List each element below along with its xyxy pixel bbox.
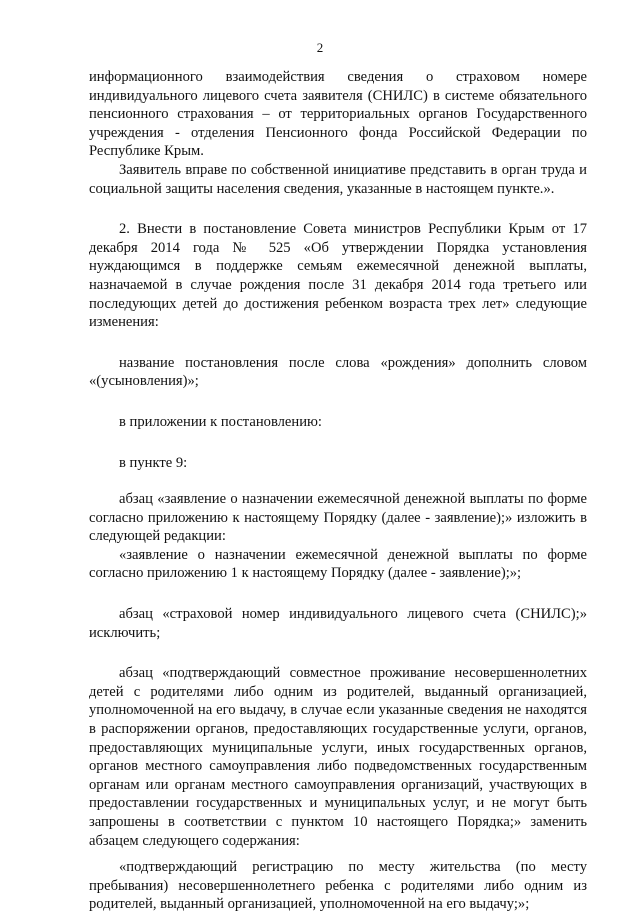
paragraph-continuation: информационного взаимодействия сведения о страховом номере индивидуального лицевого счета заявителя (СНИЛС) в системе обязательного пенсионного страхования – от территориальных органов Государственного учреждения - отделения Пенсионного фонда Российской Федерации по Республике Крым. <box>89 69 587 160</box>
paragraph-new-application-form: «заявление о назначении ежемесячной денежной выплаты по форме согласно приложению 1 к настоящему Порядку (далее - заявление);»; <box>89 546 587 582</box>
document-body <box>89 68 587 914</box>
paragraph-cohabitation-replacement: абзац «подтверждающий совместное проживание несовершеннолетних детей с родителями либо одним из родителей, выданный организацией, уполномоченной на его выдачу, в случае если указанные сведения не находятся в распоряжении органов, предоставляющих государственные услуги, органов, предоставляющих муниципальные услуги, иных государственных органов, органов местного самоуправления либо подведомственных государственным органам или органам местного самоуправления организаций, участвующих в предоставлении государственных и муниципальных услуг, и не могут быть запрошены в соответствии с пунктом 10 настоящего Порядка;» заменить абзацем следующего содержания: <box>89 665 587 849</box>
paragraph-item-2: 2. Внести в постановление Совета министров Республики Крым от 17 декабря 2014 года № 525 «Об утверждении Порядка установления нуждающимся в поддержке семьям ежемесячной денежной выплаты, назначаемой в случае рождения после 31 декабря 2014 года третьего или последующих детей до достижения ребенком возраста трех лет» следующие изменения: <box>89 221 587 331</box>
paragraph-clause-9: в пункте 9: <box>119 454 188 471</box>
paragraph-snils-removal: абзац «страховой номер индивидуального лицевого счета (СНИЛС);» исключить; <box>89 606 587 641</box>
paragraph-applicant-right: Заявитель вправе по собственной инициативе представить в орган труда и социальной защиты населения сведения, указанные в настоящем пункте.». <box>89 161 587 197</box>
paragraph-registration-document: «подтверждающий регистрацию по месту жительства (по месту пребывания) несовершеннолетнего ребенка с родителями либо одним из родителей, выданный организацией, уполномоченной на его выдачу;»; <box>89 859 587 913</box>
page-number: 2 <box>316 40 324 55</box>
paragraph-annex: в приложении к постановлению: <box>119 413 322 430</box>
paragraph-title-amendment: название постановления после слова «рождения» дополнить словом «(усыновления)»; <box>89 354 587 390</box>
paragraph-application-form: абзац «заявление о назначении ежемесячной денежной выплаты по форме согласно приложению к настоящему Порядку (далее - заявление);» изложить в следующей редакции: <box>89 491 587 545</box>
